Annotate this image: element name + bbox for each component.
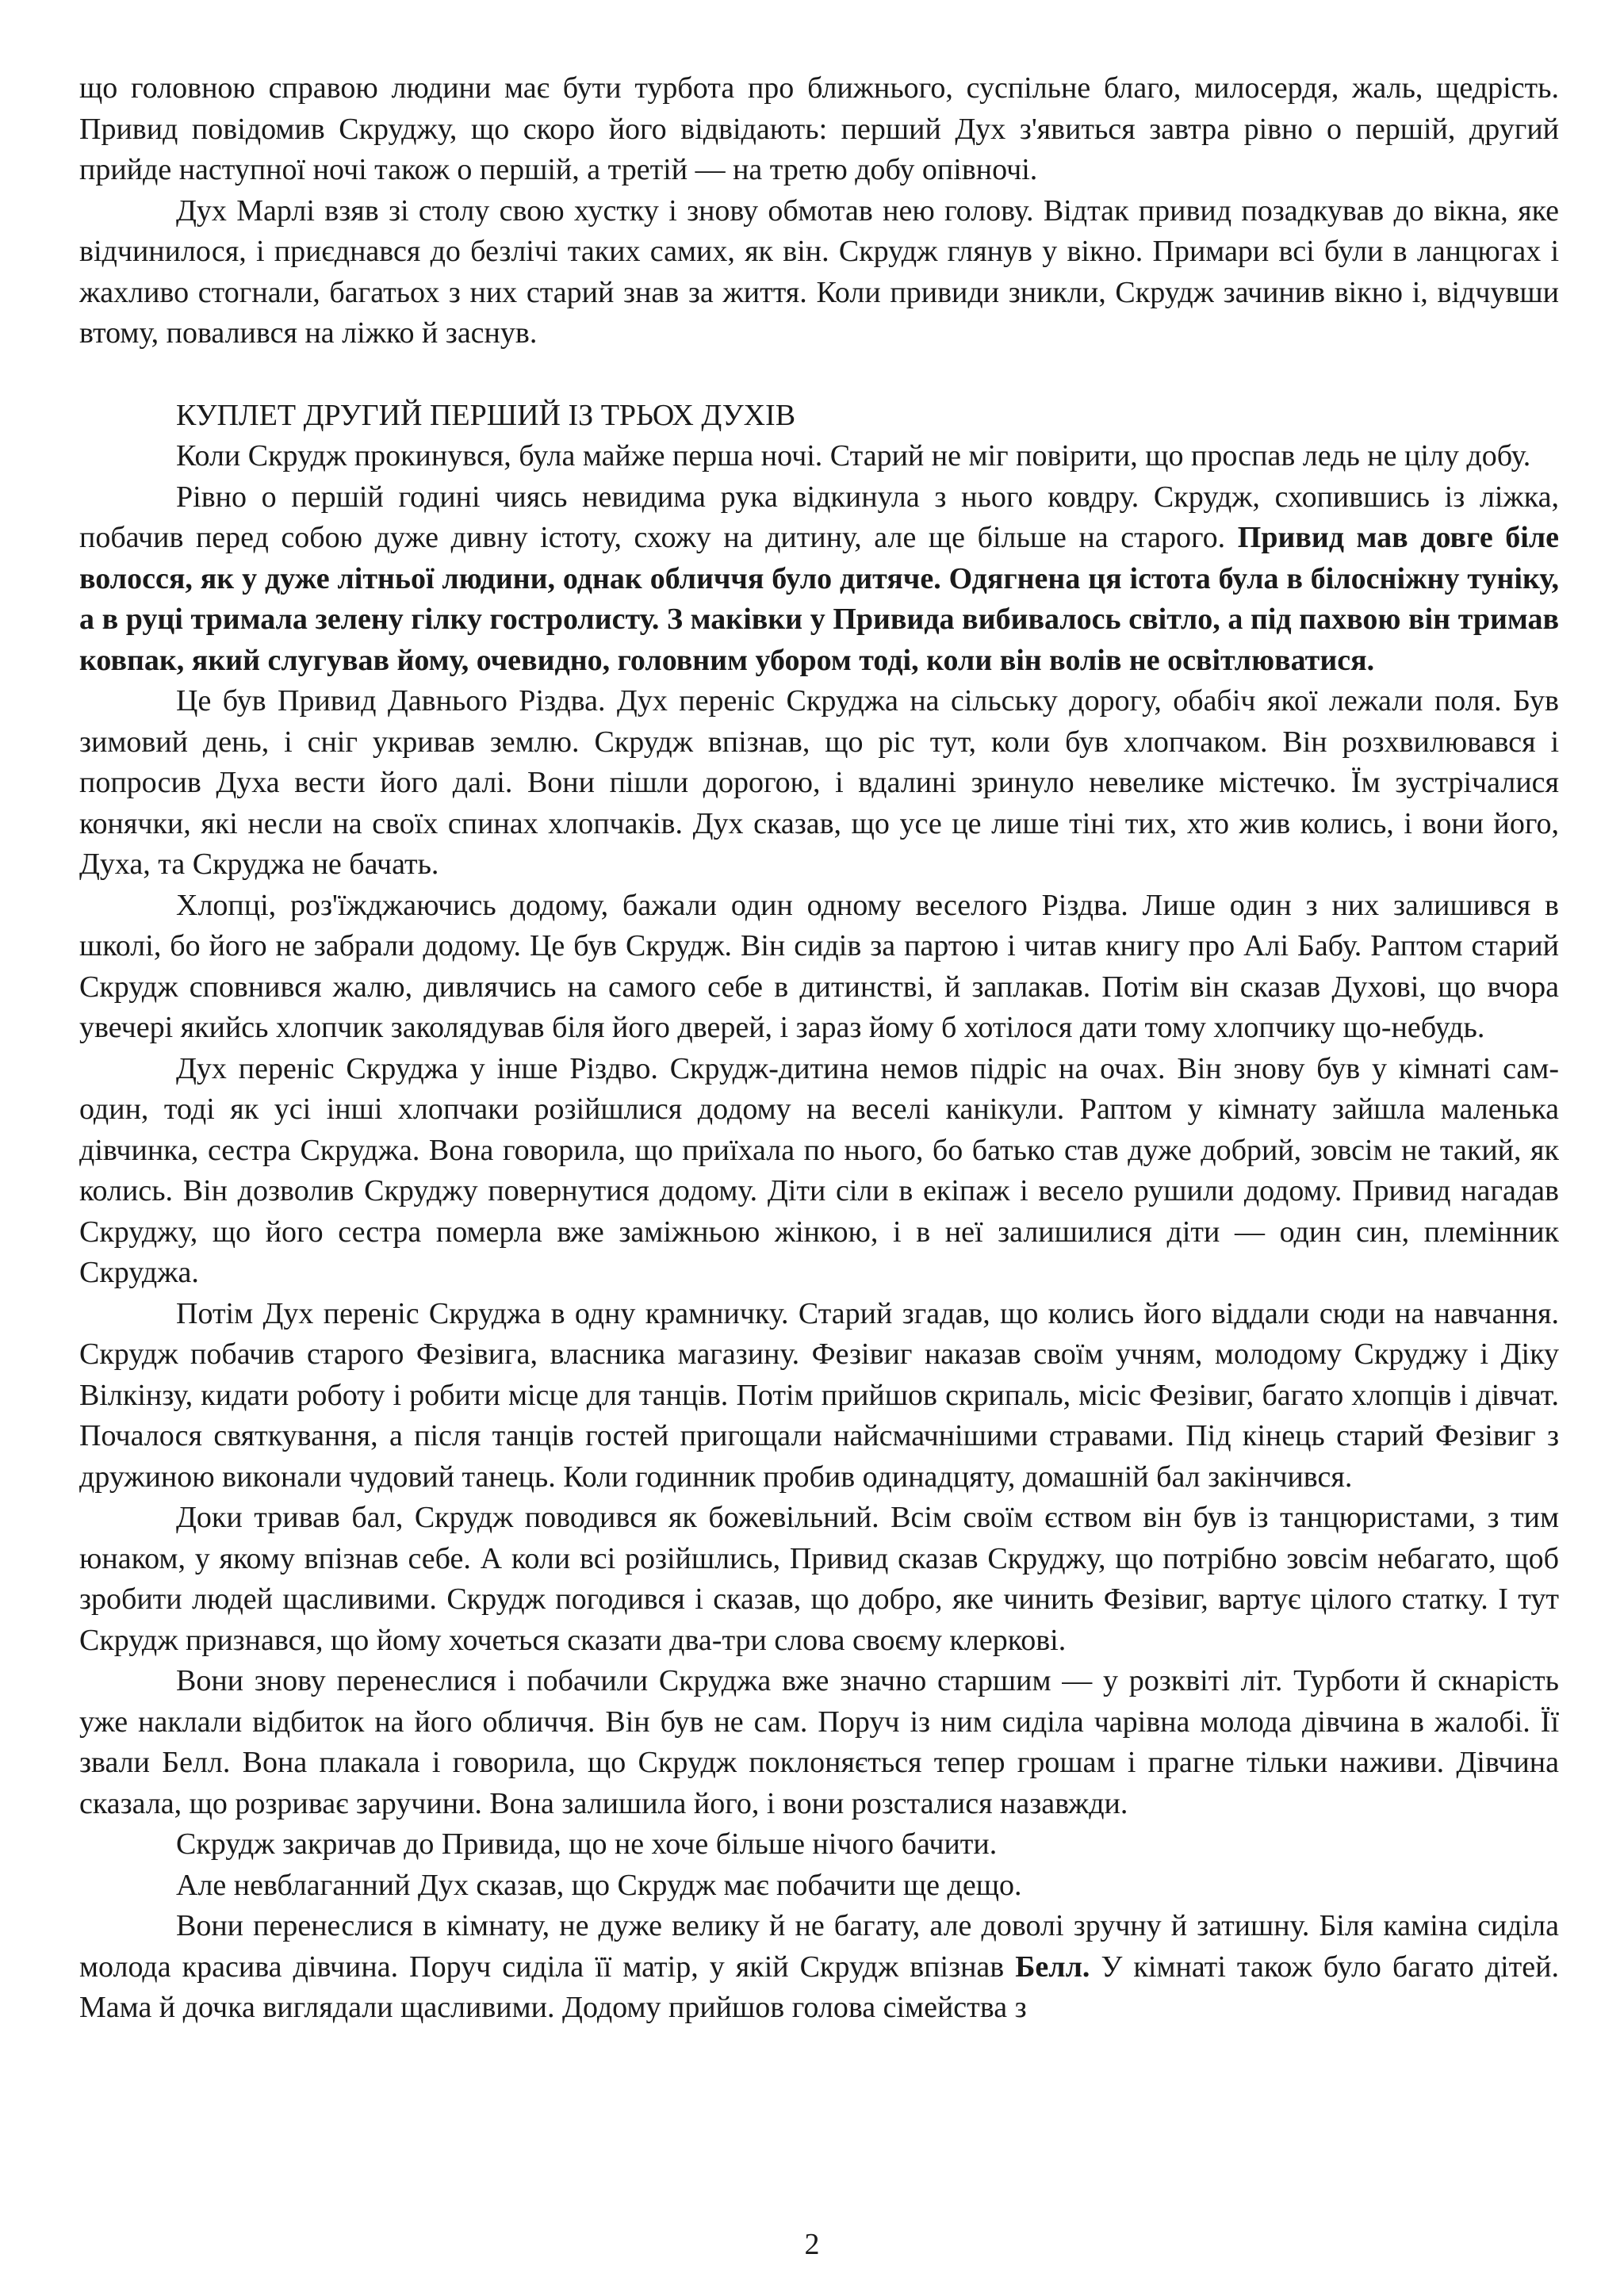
paragraph-4 [79,477,1559,682]
text-body [79,68,1559,2029]
text-run: Але невблаганний Дух сказав, що Скрудж має побачити ще дещо. [176,1868,1022,1902]
text-run: Коли Скрудж прокинувся, була майже перша ночі. Старий не міг повірити, що проспав ледь не цілу добу. [176,439,1531,473]
paragraph-3 [79,436,1559,477]
paragraph-8 [79,1294,1559,1498]
text-run: Вони перенеслися в кімнату, не дуже велику й не багату, але доволі зручну й затишну. Біля каміна сиділа молода красива дівчина. Поруч сиділа її матір, у якій Скрудж впізнав [79,1909,1559,1984]
bold-text-run: Привид мав довге біле волосся, як у дуже літньої людини, однак обличчя було дитяче. Одягнена ця істота була в білосніжну туніку, а в руці тримала зелену гілку гостролисту. З маківки у Привида вибивалось світло, а під пахвою він тримав ковпак, який слугував йому, очевидно, головним убором тоді, коли він волів не освітлюватися. [79,521,1559,677]
paragraph-13 [79,1906,1559,2029]
text-run: У кімнаті також було багато дітей. Мама й дочка виглядали щасливими. Додому прийшов голова сімейства з [79,1950,1559,2024]
paragraph-9 [79,1498,1559,1661]
text-run: Дух Марлі взяв зі столу свою хустку і знову обмотав нею голову. Відтак привид позадкував до вікна, яке відчинилося, і приєднався до безлічі таких самих, як він. Скрудж глянув у вікно. Примари всі були в ланцюгах і жахливо стогнали, багатьох з них старий знав за життя. Коли привиди зникли, Скрудж зачинив вікно і, відчувши втому, повалився на ліжко й заснув. [79,193,1559,350]
text-run: Хлопці, роз'їжджаючись додому, бажали один одному веселого Різдва. Лише один з них залишився в школі, бо його не забрали додому. Це був Скрудж. Він сидів за партою і читав книгу про Алі Бабу. Раптом старий Скрудж сповнився жалю, дивлячись на самого себе в дитинстві, й заплакав. Потім він сказав Духові, що вчора увечері якийсь хлопчик заколядував біля його дверей, і зараз йому б хотілося дати тому хлопчику що-небудь. [79,888,1559,1044]
paragraph-10 [79,1661,1559,1824]
text-run: Це був Привид Давнього Різдва. Дух переніс Скруджа на сільську дорогу, обабіч якої лежали поля. Був зимовий день, і сніг укривав землю. Скрудж впізнав, що ріс тут, коли був хлопчаком. Він розхвилювався і попросив Духа вести його далі. Вони пішли дорогою, і вдалині зринуло невелике містечко. Їм зустрічалися конячки, які несли на своїх спинах хлопчаків. Дух сказав, що усе це лише тіні тих, хто жив колись, і вони його, Духа, та Скруджа не бачать. [79,684,1559,881]
bold-text-run: Белл. [1015,1950,1090,1984]
text-run: Рівно о першій годині чиясь невидима рука відкинула з нього ковдру. Скрудж, схопившись із ліжка, побачив перед собою дуже дивну істоту, схожу на дитину, але ще більше на старого. [79,480,1559,554]
chapter-heading [79,396,1559,437]
text-run: КУПЛЕТ ДРУГИЙ ПЕРШИЙ ІЗ ТРЬОХ ДУХІВ [176,398,796,432]
text-run: Доки тривав бал, Скрудж поводився як божевільний. Всім своїм єством він був із танцюристами, з тим юнаком, у якому впізнав себе. А коли всі розійшлись, Привид сказав Скруджу, що потрібно зовсім небагато, щоб зробити людей щасливими. Скрудж погодився і сказав, що добро, яке чинить Фезівиг, вартує цілого статку. І тут Скрудж признався, що йому хочеться сказати два-три слова своєму клеркові. [79,1501,1559,1657]
paragraph-7 [79,1049,1559,1294]
paragraph-11 [79,1824,1559,1866]
paragraph-12 [79,1866,1559,1907]
paragraph-1 [79,68,1559,191]
paragraph-5 [79,681,1559,886]
text-run: Вони знову перенеслися і побачили Скруджа вже значно старшим — у розквіті літ. Турботи й скнарість уже наклали відбиток на його обличчя. Він був не сам. Поруч із ним сиділа чарівна молода дівчина в жалобі. Її звали Белл. Вона плакала і говорила, що Скрудж поклоняється тепер грошам і прагне тільки наживи. Дівчина сказала, що розриває заручини. Вона залишила його, і вони розсталися назавжди. [79,1664,1559,1820]
text-run: Потім Дух переніс Скруджа в одну крамничку. Старий згадав, що колись його віддали сюди на навчання. Скрудж побачив старого Фезівига, власника магазину. Фезівиг наказав своїм учням, молодому Скруджу і Діку Вілкінзу, кидати роботу і робити місце для танців. Потім прийшов скрипаль, місіс Фезівиг, багато хлопців і дівчат. Почалося святкування, а після танців гостей пригощали найсмачнішими стравами. Під кінець старий Фезівиг з дружиною виконали чудовий танець. Коли годинник пробив одинадцяту, домашній бал закінчився. [79,1296,1559,1494]
paragraph-2 [79,191,1559,354]
text-run: що головною справою людини має бути турбота про ближнього, суспільне благо, милосердя, жаль, щедрість. Привид повідомив Скруджу, що скоро його відвідають: перший Дух з'явиться завтра рівно о першій, другий прийде наступної ночі також о першій, а третій — на третю добу опівночі. [79,71,1559,186]
page-number: 2 [804,2228,820,2261]
text-run: Дух переніс Скруджа у інше Різдво. Скрудж-дитина немов підріс на очах. Він знову був у кімнаті сам-один, тоді як усі інші хлопчаки розійшлися додому на веселі канікули. Раптом у кімнату зайшла маленька дівчинка, сестра Скруджа. Вона говорила, що приїхала по нього, бо батько став дуже добрий, зовсім не такий, як колись. Він дозволив Скруджу повернутися додому. Діти сіли в екіпаж і весело рушили додому. Привид нагадав Скруджу, що його сестра померла вже заміжньою жінкою, і в неї залишилися діти — один син, племінник Скруджа. [79,1051,1559,1289]
text-run: Скрудж закричав до Привида, що не хоче більше нічого бачити. [176,1827,998,1861]
paragraph-6 [79,886,1559,1049]
